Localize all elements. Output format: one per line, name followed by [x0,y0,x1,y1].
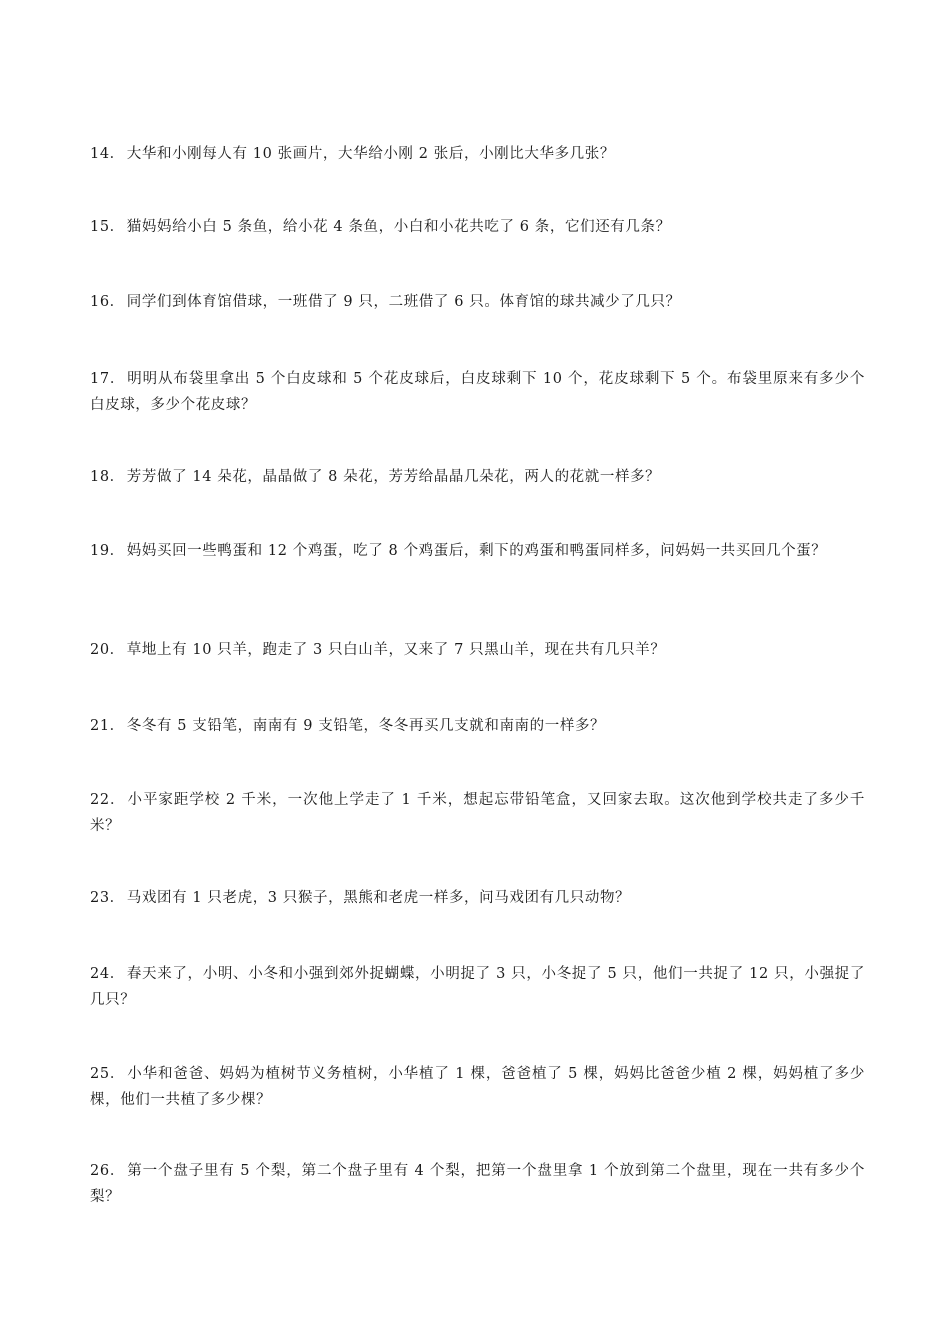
question-22 [90,787,865,839]
question-text: 明明从布袋里拿出 5 个白皮球和 5 个花皮球后，白皮球剩下 10 个，花皮球剩下 5 个。布袋里原来有多少个白皮球，多少个花皮球？ [90,371,865,413]
question-number: 18． [90,469,125,485]
question-18 [90,464,865,490]
question-15 [90,214,865,240]
question-number: 19． [90,543,125,559]
question-21 [90,713,865,739]
question-17 [90,366,865,418]
question-text: 妈妈买回一些鸭蛋和 12 个鸡蛋，吃了 8 个鸡蛋后，剩下的鸡蛋和鸭蛋同样多，问妈妈一共买回几个蛋？ [126,543,827,559]
question-text: 小平家距学校 2 千米，一次他上学走了 1 千米，想起忘带铅笔盒，又回家去取。这次他到学校共走了多少千米？ [90,792,865,834]
question-text: 冬冬有 5 支铅笔，南南有 9 支铅笔，冬冬再买几支就和南南的一样多？ [126,718,606,734]
question-number: 14． [90,146,125,162]
question-number: 25． [90,1066,126,1082]
question-number: 20． [90,642,125,658]
question-text: 同学们到体育馆借球，一班借了 9 只，二班借了 6 只。体育馆的球共减少了几只？ [126,294,681,310]
question-text: 第一个盘子里有 5 个梨，第二个盘子里有 4 个梨，把第一个盘里拿 1 个放到第二个盘里，现在一共有多少个梨？ [90,1163,865,1205]
question-text: 芳芳做了 14 朵花，晶晶做了 8 朵花，芳芳给晶晶几朵花，两人的花就一样多？ [126,469,661,485]
question-number: 23． [90,890,125,906]
question-text: 猫妈妈给小白 5 条鱼，给小花 4 条鱼，小白和小花共吃了 6 条，它们还有几条？ [126,219,671,235]
question-text: 春天来了，小明、小冬和小强到郊外捉蝴蝶，小明捉了 3 只，小冬捉了 5 只，他们一共捉了 12 只，小强捉了几只？ [90,966,865,1008]
question-25 [90,1061,865,1113]
question-number: 16． [90,294,125,310]
question-24 [90,961,865,1013]
question-text: 草地上有 10 只羊，跑走了 3 只白山羊，又来了 7 只黑山羊，现在共有几只羊？ [126,642,666,658]
question-number: 21． [90,718,125,734]
question-text: 大华和小刚每人有 10 张画片，大华给小刚 2 张后，小刚比大华多几张？ [126,146,615,162]
question-text: 小华和爸爸、妈妈为植树节义务植树，小华植了 1 棵，爸爸植了 5 棵，妈妈比爸爸少植 2 棵，妈妈植了多少棵，他们一共植了多少棵？ [90,1066,865,1108]
question-text: 马戏团有 1 只老虎，3 只猴子，黑熊和老虎一样多，问马戏团有几只动物？ [126,890,631,906]
question-16 [90,289,865,315]
question-20 [90,637,865,663]
question-number: 26． [90,1163,126,1179]
question-14 [90,141,865,167]
question-23 [90,885,865,911]
question-19 [90,538,865,564]
question-number: 24． [90,966,125,982]
question-number: 15． [90,219,125,235]
question-26 [90,1158,865,1210]
question-number: 22． [90,792,126,808]
question-number: 17． [90,371,126,387]
